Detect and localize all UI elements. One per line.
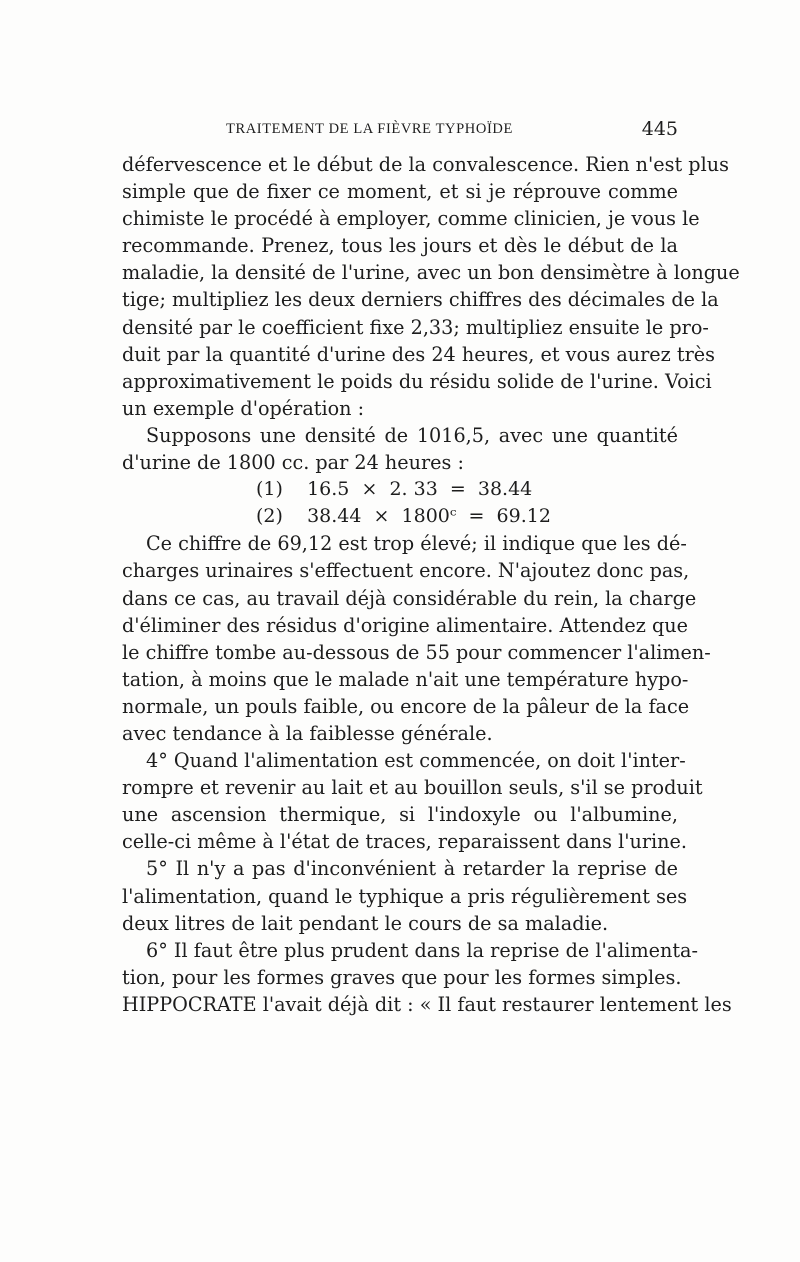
text-line: tion, pour les formes graves que pour les formes simples. [122,965,682,989]
text-line: recommande. Prenez, tous les jours et dès le début de la [122,234,678,258]
text-line: deux litres de lait pendant le cours de sa maladie. [122,911,609,935]
text-line: celle-ci même à l'état de traces, reparaissent dans l'urine. [122,830,687,854]
text-line: dans ce cas, au travail déjà considérable du rein, la charge [122,586,697,610]
text-line: défervescence et le début de la convalescence. Rien n'est plus [122,153,729,176]
text-line: 5° Il n'y a pas d'inconvénient à retarder la reprise de [146,857,678,881]
text-line: maladie, la densité de l'urine, avec un bon densimètre à longue [122,261,740,285]
text-line: un exemple d'opération : [122,396,365,420]
equation-line: (2) 38.44 × 1800ᶜ = 69.12 [256,505,551,528]
text-line: une ascension thermique, si l'indoxyle ou l'albumine, [122,803,678,827]
body-text [122,151,740,1018]
text-line: le chiffre tombe au-dessous de 55 pour commencer l'alimen- [122,640,711,664]
text-line: rompre et revenir au lait et au bouillon seuls, s'il se produit [122,776,703,800]
text-line: densité par le coefficient fixe 2,33; multipliez ensuite le pro- [122,315,709,339]
text-line: l'alimentation, quand le typhique a pris régulièrement ses [122,884,688,908]
text-line: d'éliminer des résidus d'origine alimentaire. Attendez que [122,613,688,637]
text-line: charges urinaires s'effectuent encore. N'ajoutez donc pas, [122,559,690,583]
page-number: 445 [641,118,678,140]
equation-line: (1) 16.5 × 2. 33 = 38.44 [256,478,533,501]
text-line: Ce chiffre de 69,12 est trop élevé; il indique que les dé- [146,532,687,556]
page-header [122,118,678,142]
text-line: normale, un pouls faible, ou encore de la pâleur de la face [122,694,690,718]
text-line: d'urine de 1800 cc. par 24 heures : [122,451,464,475]
text-line: approximativement le poids du résidu solide de l'urine. Voici [122,369,712,393]
running-title: TRAITEMENT DE LA FIÈVRE TYPHOÏDE [226,121,513,137]
text-line: chimiste le procédé à employer, comme clinicien, je vous le [122,207,700,231]
text-line: duit par la quantité d'urine des 24 heures, et vous aurez très [122,342,715,366]
text-line: avec tendance à la faiblesse générale. [122,721,493,745]
text-line: tige; multipliez les deux derniers chiffres des décimales de la [122,288,719,312]
text-line: simple que de fixer ce moment, et si je réprouve comme [122,180,678,204]
text-line: HIPPOCRATE l'avait déjà dit : « Il faut restaurer lentement les [122,992,732,1016]
text-line: 4° Quand l'alimentation est commencée, on doit l'inter- [146,749,686,773]
text-line: tation, à moins que le malade n'ait une température hypo- [122,667,689,691]
text-line: 6° Il faut être plus prudent dans la reprise de l'alimenta- [146,938,698,962]
text-line: Supposons une densité de 1016,5, avec une quantité [146,423,678,447]
